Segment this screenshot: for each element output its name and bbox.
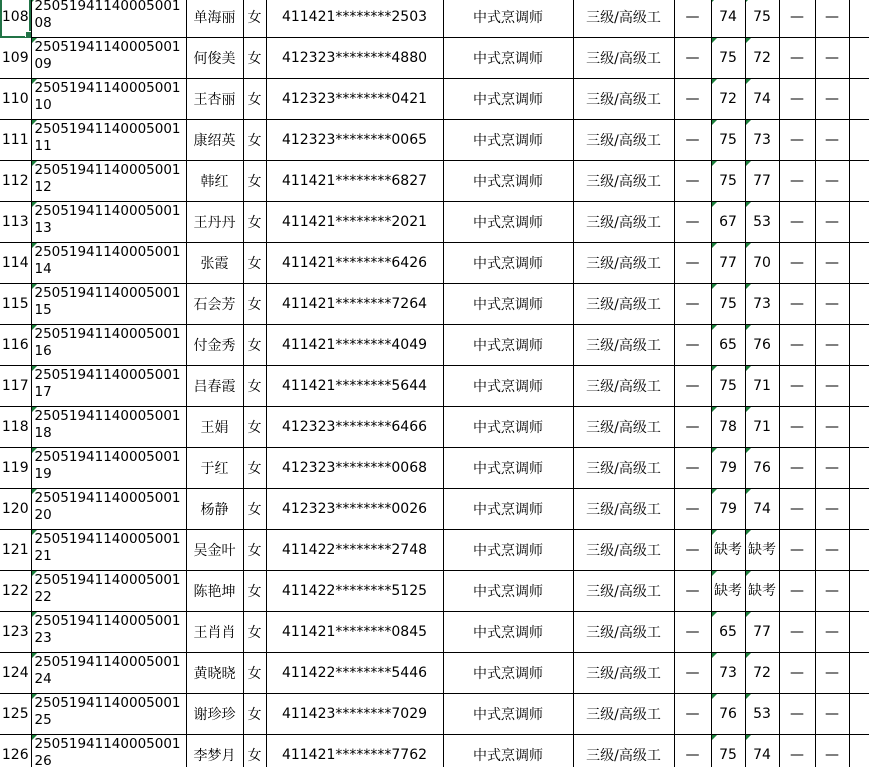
level-cell[interactable]: 三级/高级工 [573,366,674,407]
name-cell[interactable]: 吴金叶 [186,530,243,571]
dash-cell[interactable]: — [674,79,711,120]
practical-score-cell[interactable]: 缺考 [745,530,779,571]
dash-cell[interactable]: — [815,243,849,284]
dash-cell[interactable]: — [815,120,849,161]
empty-cell[interactable] [849,448,869,489]
dash-cell[interactable]: — [815,735,849,767]
row-number-cell[interactable]: 109 [0,38,31,79]
table-row [0,325,869,366]
id-card-cell[interactable]: 411421********4049 [266,325,443,366]
candidate-id-cell[interactable]: 2505194114000500112 [31,161,186,202]
occupation-cell[interactable]: 中式烹调师 [443,735,573,767]
name-cell[interactable]: 黄晓晓 [186,653,243,694]
candidate-id-cell[interactable]: 2505194114000500109 [31,38,186,79]
gender-cell[interactable]: 女 [243,202,266,243]
name-cell[interactable]: 韩红 [186,161,243,202]
table-row [0,694,869,735]
id-card-cell[interactable]: 411421********6827 [266,161,443,202]
theory-score-cell[interactable]: 74 [711,0,745,38]
row-number-cell[interactable]: 115 [0,284,31,325]
candidate-id-cell[interactable]: 2505194114000500119 [31,448,186,489]
row-number-cell[interactable]: 117 [0,366,31,407]
level-cell[interactable]: 三级/高级工 [573,161,674,202]
name-cell[interactable]: 于红 [186,448,243,489]
dash-cell[interactable]: — [815,407,849,448]
name-cell[interactable]: 谢珍珍 [186,694,243,735]
theory-score-cell[interactable]: 缺考 [711,571,745,612]
row-number-cell[interactable]: 118 [0,407,31,448]
gender-cell[interactable]: 女 [243,0,266,38]
gender-cell[interactable]: 女 [243,243,266,284]
gender-cell[interactable]: 女 [243,530,266,571]
practical-score-cell[interactable]: 53 [745,694,779,735]
level-cell[interactable]: 三级/高级工 [573,243,674,284]
empty-cell[interactable] [849,735,869,767]
dash-cell[interactable]: — [779,161,815,202]
id-card-cell[interactable]: 411422********5125 [266,571,443,612]
practical-score-cell[interactable]: 73 [745,284,779,325]
table-row [0,243,869,284]
practical-score-cell[interactable]: 71 [745,366,779,407]
level-cell[interactable]: 三级/高级工 [573,448,674,489]
name-cell[interactable]: 康绍英 [186,120,243,161]
empty-cell[interactable] [849,243,869,284]
dash-cell[interactable]: — [674,366,711,407]
dash-cell[interactable]: — [779,202,815,243]
level-cell[interactable]: 三级/高级工 [573,325,674,366]
level-cell[interactable]: 三级/高级工 [573,407,674,448]
id-card-cell[interactable]: 412323********4880 [266,38,443,79]
gender-cell[interactable]: 女 [243,120,266,161]
candidate-id-cell[interactable]: 2505194114000500124 [31,653,186,694]
id-card-cell[interactable]: 412323********0421 [266,79,443,120]
row-number-cell[interactable]: 110 [0,79,31,120]
table-row [0,161,869,202]
dash-cell[interactable]: — [674,653,711,694]
theory-score-cell[interactable]: 76 [711,694,745,735]
gender-cell[interactable]: 女 [243,653,266,694]
row-number-cell[interactable]: 120 [0,489,31,530]
row-number-cell[interactable]: 126 [0,735,31,767]
table-row [0,120,869,161]
practical-score-cell[interactable]: 72 [745,38,779,79]
empty-cell[interactable] [849,489,869,530]
gender-cell[interactable]: 女 [243,284,266,325]
gender-cell[interactable]: 女 [243,612,266,653]
theory-score-cell[interactable]: 75 [711,161,745,202]
candidate-id-cell[interactable]: 2505194114000500123 [31,612,186,653]
dash-cell[interactable]: — [815,202,849,243]
level-cell[interactable]: 三级/高级工 [573,530,674,571]
empty-cell[interactable] [849,284,869,325]
candidate-id-cell[interactable]: 2505194114000500118 [31,407,186,448]
id-card-cell[interactable]: 411421********0845 [266,612,443,653]
table-row [0,202,869,243]
id-card-cell[interactable]: 411423********7029 [266,694,443,735]
name-cell[interactable]: 陈艳坤 [186,571,243,612]
id-card-cell[interactable]: 411421********5644 [266,366,443,407]
occupation-cell[interactable]: 中式烹调师 [443,243,573,284]
practical-score-cell[interactable]: 77 [745,612,779,653]
empty-cell[interactable] [849,366,869,407]
practical-score-cell[interactable]: 71 [745,407,779,448]
row-number-cell[interactable]: 121 [0,530,31,571]
dash-cell[interactable]: — [674,530,711,571]
table-row [0,530,869,571]
level-cell[interactable]: 三级/高级工 [573,694,674,735]
empty-cell[interactable] [849,325,869,366]
gender-cell[interactable]: 女 [243,489,266,530]
candidate-id-cell[interactable]: 2505194114000500126 [31,735,186,767]
name-cell[interactable]: 杨静 [186,489,243,530]
dash-cell[interactable]: — [815,284,849,325]
occupation-cell[interactable]: 中式烹调师 [443,530,573,571]
practical-score-cell[interactable]: 缺考 [745,571,779,612]
candidate-id-cell[interactable]: 2505194114000500120 [31,489,186,530]
dash-cell[interactable]: — [674,694,711,735]
dash-cell[interactable]: — [779,612,815,653]
dash-cell[interactable]: — [779,366,815,407]
name-cell[interactable]: 王娟 [186,407,243,448]
theory-score-cell[interactable]: 72 [711,79,745,120]
dash-cell[interactable]: — [674,161,711,202]
table-row [0,571,869,612]
id-card-cell[interactable]: 412323********6466 [266,407,443,448]
empty-cell[interactable] [849,571,869,612]
dash-cell[interactable]: — [815,38,849,79]
dash-cell[interactable]: — [674,0,711,38]
empty-cell[interactable] [849,530,869,571]
row-number-cell[interactable]: 116 [0,325,31,366]
level-cell[interactable]: 三级/高级工 [573,735,674,767]
dash-cell[interactable]: — [779,530,815,571]
row-number-cell[interactable]: 112 [0,161,31,202]
dash-cell[interactable]: — [815,0,849,38]
occupation-cell[interactable]: 中式烹调师 [443,325,573,366]
dash-cell[interactable]: — [815,571,849,612]
dash-cell[interactable]: — [674,735,711,767]
name-cell[interactable]: 王肖肖 [186,612,243,653]
practical-score-cell[interactable]: 76 [745,448,779,489]
level-cell[interactable]: 三级/高级工 [573,38,674,79]
candidate-id-cell[interactable]: 2505194114000500110 [31,79,186,120]
theory-score-cell[interactable]: 79 [711,448,745,489]
theory-score-cell[interactable]: 79 [711,489,745,530]
practical-score-cell[interactable]: 74 [745,735,779,767]
occupation-cell[interactable]: 中式烹调师 [443,407,573,448]
dash-cell[interactable]: — [779,120,815,161]
dash-cell[interactable]: — [815,612,849,653]
dash-cell[interactable]: — [779,694,815,735]
id-card-cell[interactable]: 411421********6426 [266,243,443,284]
table-row [0,0,869,38]
theory-score-cell[interactable]: 77 [711,243,745,284]
occupation-cell[interactable]: 中式烹调师 [443,366,573,407]
table-row [0,366,869,407]
dash-cell[interactable]: — [674,571,711,612]
practical-score-cell[interactable]: 53 [745,202,779,243]
empty-cell[interactable] [849,120,869,161]
empty-cell[interactable] [849,653,869,694]
dash-cell[interactable]: — [779,571,815,612]
dash-cell[interactable]: — [674,120,711,161]
name-cell[interactable]: 李梦月 [186,735,243,767]
row-number-cell[interactable]: 114 [0,243,31,284]
gender-cell[interactable]: 女 [243,448,266,489]
candidate-id-cell[interactable]: 2505194114000500115 [31,284,186,325]
empty-cell[interactable] [849,0,869,38]
row-number-cell[interactable]: 119 [0,448,31,489]
dash-cell[interactable]: — [779,38,815,79]
row-number-cell[interactable]: 108 [0,0,31,38]
name-cell[interactable]: 付金秀 [186,325,243,366]
dash-cell[interactable]: — [779,653,815,694]
dash-cell[interactable]: — [779,284,815,325]
row-number-cell[interactable]: 113 [0,202,31,243]
name-cell[interactable]: 石会芳 [186,284,243,325]
level-cell[interactable]: 三级/高级工 [573,612,674,653]
level-cell[interactable]: 三级/高级工 [573,79,674,120]
name-cell[interactable]: 王丹丹 [186,202,243,243]
table-row [0,653,869,694]
theory-score-cell[interactable]: 75 [711,366,745,407]
row-number-cell[interactable]: 125 [0,694,31,735]
dash-cell[interactable]: — [779,243,815,284]
candidate-id-cell[interactable]: 2505194114000500114 [31,243,186,284]
name-cell[interactable]: 单海丽 [186,0,243,38]
empty-cell[interactable] [849,407,869,448]
dash-cell[interactable]: — [815,448,849,489]
level-cell[interactable]: 三级/高级工 [573,284,674,325]
gender-cell[interactable]: 女 [243,694,266,735]
occupation-cell[interactable]: 中式烹调师 [443,284,573,325]
id-card-cell[interactable]: 411421********7762 [266,735,443,767]
row-number-cell[interactable]: 122 [0,571,31,612]
candidate-id-cell[interactable]: 2505194114000500111 [31,120,186,161]
dash-cell[interactable]: — [674,612,711,653]
practical-score-cell[interactable]: 74 [745,489,779,530]
empty-cell[interactable] [849,612,869,653]
empty-cell[interactable] [849,79,869,120]
occupation-cell[interactable]: 中式烹调师 [443,694,573,735]
gender-cell[interactable]: 女 [243,161,266,202]
candidate-id-cell[interactable]: 2505194114000500108 [31,0,186,38]
name-cell[interactable]: 何俊美 [186,38,243,79]
id-card-cell[interactable]: 411421********2503 [266,0,443,38]
candidate-id-cell[interactable]: 2505194114000500117 [31,366,186,407]
occupation-cell[interactable]: 中式烹调师 [443,448,573,489]
level-cell[interactable]: 三级/高级工 [573,120,674,161]
row-number-cell[interactable]: 124 [0,653,31,694]
table-row [0,284,869,325]
dash-cell[interactable]: — [674,407,711,448]
level-cell[interactable]: 三级/高级工 [573,653,674,694]
table-row [0,489,869,530]
dash-cell[interactable]: — [779,735,815,767]
id-card-cell[interactable]: 411422********5446 [266,653,443,694]
gender-cell[interactable]: 女 [243,79,266,120]
table-row [0,407,869,448]
table-row [0,448,869,489]
candidate-id-cell[interactable]: 2505194114000500113 [31,202,186,243]
table-row [0,38,869,79]
dash-cell[interactable]: — [674,489,711,530]
gender-cell[interactable]: 女 [243,325,266,366]
dash-cell[interactable]: — [674,243,711,284]
name-cell[interactable]: 张霞 [186,243,243,284]
empty-cell[interactable] [849,38,869,79]
id-card-cell[interactable]: 411421********7264 [266,284,443,325]
practical-score-cell[interactable]: 72 [745,653,779,694]
candidate-id-cell[interactable]: 2505194114000500116 [31,325,186,366]
empty-cell[interactable] [849,202,869,243]
occupation-cell[interactable]: 中式烹调师 [443,0,573,38]
dash-cell[interactable]: — [779,489,815,530]
gender-cell[interactable]: 女 [243,735,266,767]
dash-cell[interactable]: — [815,530,849,571]
dash-cell[interactable]: — [674,448,711,489]
theory-score-cell[interactable]: 75 [711,120,745,161]
level-cell[interactable]: 三级/高级工 [573,571,674,612]
occupation-cell[interactable]: 中式烹调师 [443,38,573,79]
occupation-cell[interactable]: 中式烹调师 [443,161,573,202]
dash-cell[interactable]: — [815,694,849,735]
theory-score-cell[interactable]: 78 [711,407,745,448]
empty-cell[interactable] [849,694,869,735]
table-row [0,612,869,653]
id-card-cell[interactable]: 412323********0065 [266,120,443,161]
name-cell[interactable]: 王杏丽 [186,79,243,120]
gender-cell[interactable]: 女 [243,571,266,612]
dash-cell[interactable]: — [779,448,815,489]
dash-cell[interactable]: — [674,325,711,366]
dash-cell[interactable]: — [815,325,849,366]
name-cell[interactable]: 吕春霞 [186,366,243,407]
candidate-id-cell[interactable]: 2505194114000500121 [31,530,186,571]
level-cell[interactable]: 三级/高级工 [573,0,674,38]
theory-score-cell[interactable]: 65 [711,612,745,653]
occupation-cell[interactable]: 中式烹调师 [443,571,573,612]
dash-cell[interactable]: — [815,161,849,202]
dash-cell[interactable]: — [779,325,815,366]
practical-score-cell[interactable]: 77 [745,161,779,202]
theory-score-cell[interactable]: 67 [711,202,745,243]
dash-cell[interactable]: — [779,407,815,448]
dash-cell[interactable]: — [674,284,711,325]
level-cell[interactable]: 三级/高级工 [573,202,674,243]
dash-cell[interactable]: — [815,489,849,530]
occupation-cell[interactable]: 中式烹调师 [443,612,573,653]
gender-cell[interactable]: 女 [243,407,266,448]
practical-score-cell[interactable]: 75 [745,0,779,38]
level-cell[interactable]: 三级/高级工 [573,489,674,530]
occupation-cell[interactable]: 中式烹调师 [443,120,573,161]
practical-score-cell[interactable]: 73 [745,120,779,161]
table-row [0,735,869,767]
practical-score-cell[interactable]: 74 [745,79,779,120]
occupation-cell[interactable]: 中式烹调师 [443,79,573,120]
occupation-cell[interactable]: 中式烹调师 [443,653,573,694]
row-number-cell[interactable]: 123 [0,612,31,653]
theory-score-cell[interactable]: 缺考 [711,530,745,571]
theory-score-cell[interactable]: 73 [711,653,745,694]
theory-score-cell[interactable]: 65 [711,325,745,366]
dash-cell[interactable]: — [815,79,849,120]
id-card-cell[interactable]: 412323********0026 [266,489,443,530]
dash-cell[interactable]: — [779,79,815,120]
candidate-id-cell[interactable]: 2505194114000500125 [31,694,186,735]
practical-score-cell[interactable]: 70 [745,243,779,284]
gender-cell[interactable]: 女 [243,366,266,407]
empty-cell[interactable] [849,161,869,202]
id-card-cell[interactable]: 412323********0068 [266,448,443,489]
theory-score-cell[interactable]: 75 [711,284,745,325]
dash-cell[interactable]: — [779,0,815,38]
occupation-cell[interactable]: 中式烹调师 [443,489,573,530]
theory-score-cell[interactable]: 75 [711,735,745,767]
gender-cell[interactable]: 女 [243,38,266,79]
candidate-id-cell[interactable]: 2505194114000500122 [31,571,186,612]
practical-score-cell[interactable]: 76 [745,325,779,366]
row-number-cell[interactable]: 111 [0,120,31,161]
dash-cell[interactable]: — [674,202,711,243]
id-card-cell[interactable]: 411422********2748 [266,530,443,571]
dash-cell[interactable]: — [674,38,711,79]
id-card-cell[interactable]: 411421********2021 [266,202,443,243]
table-row [0,79,869,120]
dash-cell[interactable]: — [815,653,849,694]
theory-score-cell[interactable]: 75 [711,38,745,79]
occupation-cell[interactable]: 中式烹调师 [443,202,573,243]
dash-cell[interactable]: — [815,366,849,407]
